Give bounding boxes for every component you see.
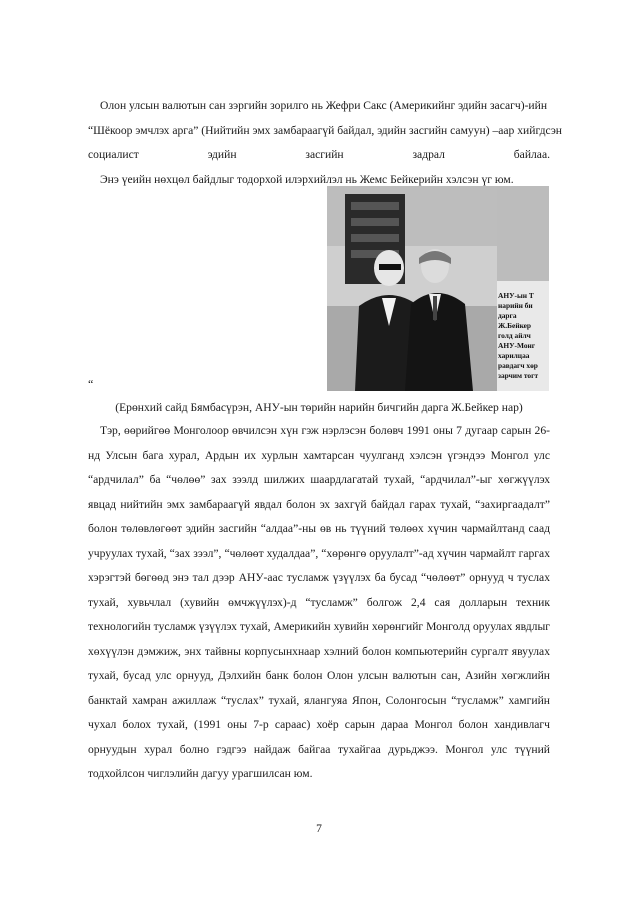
photo-illustration xyxy=(327,186,549,391)
paragraph-intro xyxy=(88,94,562,192)
intro-line-1: Олон улсын валютын сан зэргийн зорилго нь Жефри Сакс (Америкийнг эдийн засагч)-ийн xyxy=(100,99,548,112)
photo-caption: (Ерөнхий сайд Бямбасүрэн, АНУ-ын төрийн нарийн бичгийн дарга Ж.Бейкер нар) xyxy=(115,401,523,414)
photo-caption-line-7: харилцаа xyxy=(498,351,530,360)
paragraph-main: Тэр, өөрийгөө Монголоор өвчилсэн хүн гэж нэрлэсэн болөвч 1991 оны 7 дугаар сарын 26-нд Улсын бага хурал, Ардын их хурлын хамтарсан чуулганд хэлсэн үгэндээ Монгол улс “ардчилал” ба “чөлөө” зах зээлд шилжих шаардлагатай тухай, “ардчилал”-ыг хөгжүүлэх явцад нийтийн эмх замбараагүй явдал болон эх захгүй байдал гарах тухай, “захиргаадалт” болон төлөвлөгөөт эдийн засгийн “алдаа”-ны өв нь түүний төлөөх хүчин чармайлтанд саад учруулах тухай, “зах зээл”, “чөлөөт худалдаа”, “хөрөнгө оруулалт”-ад хүчин чармайлт гаргах хэрэгтэй бөгөөд энэ тал дээр АНУ-аас тусламж үзүүлэх ба бусад “чөлөөт” орнууд ч туслах тухай, хувьчлал (хувийн өмчжүүлэх)-д “тусламж” болгож 2,4 сая долларын техник технологийн тусламж үзүүлэх тухай, Америкийн хувийн хөрөнгийг Монголд оруулах явдлыг хөхүүлэн дэмжиж, энх тайвны корпусынхнаар хэлний болон компьютерийн сургалт явуулах тухай, бусад улс орнууд, Дэлхийн банк болон Олон улсын валютын сан, Азийн хөгжлийн банктай хамран ажиллаж “туслах” тухай, ялангуяа Япон, Солонгосын “тусламж” хамгийн чухал болох тухай, (1991 оны 7-р сараас) хоёр сарын дараа Монгол болон хандивлагч орнуудын хурал болно гэдгээ найдаж байгаа тухайгаа дурьджээ. Монгол улс түүний тодхойлсон чиглэлийн дагуу урагшилсан юм. xyxy=(88,424,550,780)
photo-caption-line-3: дарга xyxy=(498,311,517,320)
photo-caption-line-4: Ж.Бейкер xyxy=(498,321,532,330)
intro-line-2: “Шёкоор эмчлэх арга” (Нийтийн эмх замбараагүй байдал, эдийн засгийн самуун) –аар хийгдсэн xyxy=(88,123,562,137)
photo-caption-line-2: нарийн би xyxy=(498,301,533,310)
photo-caption-line-5: голд айлч xyxy=(498,331,531,340)
photo-caption-line-9: зарчим тогт xyxy=(498,371,539,380)
historical-photo xyxy=(327,186,549,391)
intro-line-4: Энэ үеийн нөхцөл байдлыг тодорхой илэрхийлэл нь Жемс Бейкерийн хэлсэн үг юм. xyxy=(100,172,514,186)
quote-mark: “ xyxy=(88,377,94,391)
photo-caption-line-6: АНУ-Монг xyxy=(498,341,536,350)
photo-caption-line-8: равдагч хөр xyxy=(498,361,538,370)
page-number: 7 xyxy=(316,822,322,835)
photo-caption-line-1: АНУ-ын Т xyxy=(498,291,534,300)
intro-line-3: социалист эдийн засгийн задрал байлаа. xyxy=(88,148,550,161)
